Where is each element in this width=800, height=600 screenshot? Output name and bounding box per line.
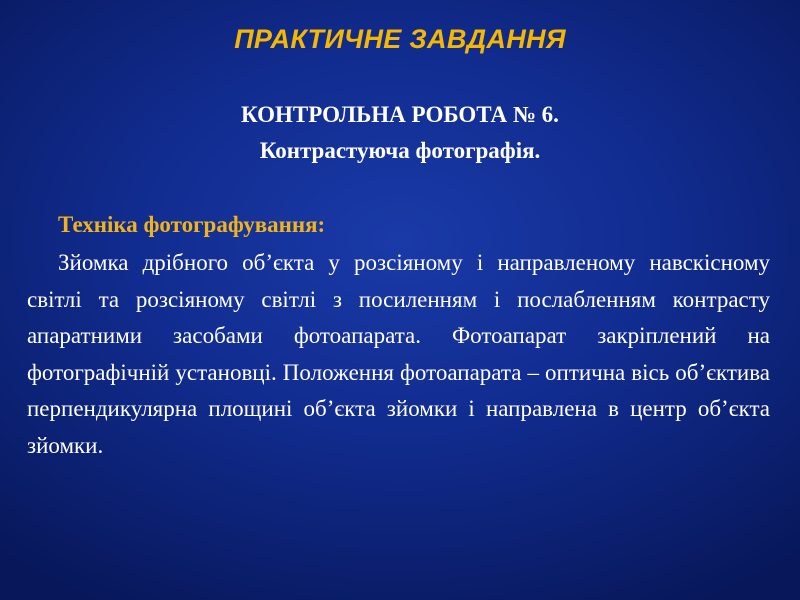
technique-heading: Техніка фотографування: bbox=[58, 212, 326, 237]
work-number-subtitle: КОНТРОЛЬНА РОБОТА № 6. bbox=[241, 102, 559, 127]
work-topic-subtitle: Контрастуюча фотографія. bbox=[259, 138, 541, 163]
technique-description: Зйомка дрібного об’єкта у розсіяному і направленому навскісному світлі та розсіяному світлі з посиленням і послабленням контрасту апаратними засобами фотоапарата. Фотоапарат закріплений на фотографічній установці. Положення фотоапарата – оптична вісь об’єктива перпендикулярна площині об’єкта зйомки і направлена в центр об’єкта зйомки. bbox=[27, 250, 770, 458]
slide-title: ПРАКТИЧНЕ ЗАВДАННЯ bbox=[234, 24, 566, 54]
